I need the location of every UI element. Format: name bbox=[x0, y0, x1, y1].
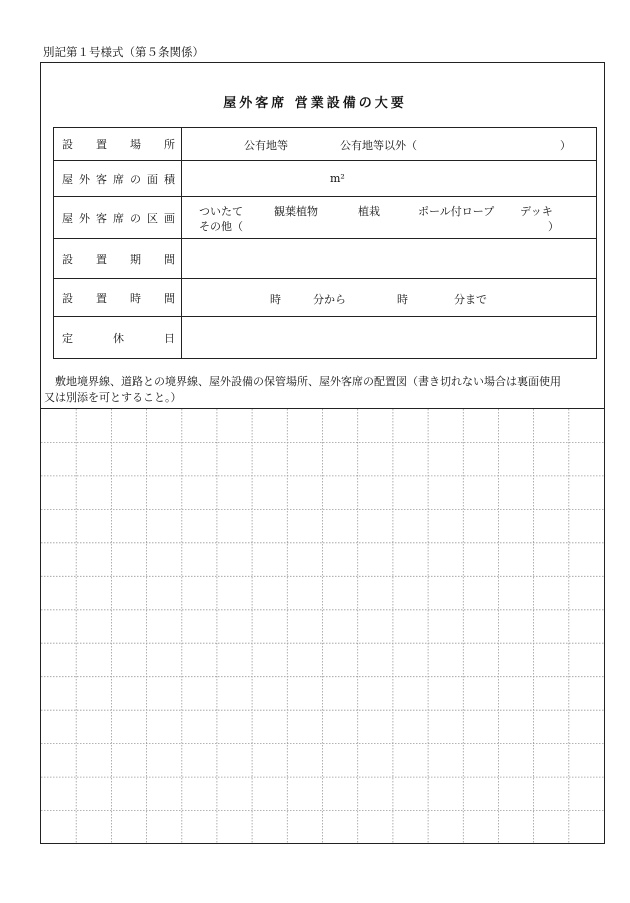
note-line-2: 又は別添を可とすること。） bbox=[44, 391, 182, 404]
label-period: 設置期間 bbox=[62, 252, 175, 266]
equipment-table bbox=[53, 127, 597, 359]
value-period[interactable] bbox=[182, 239, 596, 278]
value-partition[interactable] bbox=[182, 197, 596, 238]
value-hours[interactable] bbox=[182, 279, 596, 316]
row-period bbox=[54, 238, 596, 278]
form-number-label: 別記第１号様式（第５条関係） bbox=[43, 45, 204, 59]
form-title: 屋外客席 営業設備の大要 bbox=[223, 96, 407, 111]
grid-lines bbox=[41, 409, 604, 844]
option-planting[interactable]: 植栽 bbox=[358, 205, 380, 218]
layout-note bbox=[44, 374, 604, 406]
hours-to-hour: 時 bbox=[397, 293, 408, 306]
label-area: 屋外客席の面積 bbox=[62, 172, 175, 186]
row-partition bbox=[54, 196, 596, 238]
option-screen[interactable]: ついたて bbox=[199, 205, 243, 218]
hours-from-minute: 分から bbox=[313, 293, 346, 306]
option-pole-rope[interactable]: ポール付ロープ bbox=[418, 205, 495, 218]
layout-drawing-grid[interactable] bbox=[41, 408, 604, 843]
option-non-public-land[interactable]: 公有地等以外（ bbox=[340, 139, 417, 152]
label-location: 設置場所 bbox=[62, 138, 175, 151]
option-deck[interactable]: デッキ bbox=[520, 205, 553, 218]
note-line-1: 敷地境界線、道路との境界線、屋外設備の保管場所、屋外客席の配置図（書き切れない場合は裏面使用 bbox=[55, 375, 561, 388]
hours-from-hour: 時 bbox=[270, 293, 281, 306]
paren-close: ） bbox=[548, 220, 559, 233]
value-holiday[interactable] bbox=[182, 317, 596, 358]
area-unit: m² bbox=[330, 172, 345, 185]
option-public-land[interactable]: 公有地等 bbox=[244, 139, 288, 152]
hours-to-minute: 分まで bbox=[454, 293, 487, 306]
value-area[interactable] bbox=[182, 161, 596, 196]
option-other[interactable]: その他（ bbox=[199, 220, 243, 233]
row-location bbox=[54, 128, 596, 160]
label-holiday: 定休日 bbox=[62, 331, 175, 345]
label-hours: 設置時間 bbox=[62, 291, 175, 305]
row-hours bbox=[54, 278, 596, 316]
paren-close: ） bbox=[560, 139, 571, 152]
value-location[interactable] bbox=[182, 128, 596, 160]
row-holiday bbox=[54, 316, 596, 358]
option-foliage-plant[interactable]: 観葉植物 bbox=[274, 205, 318, 218]
label-partition: 屋外客席の区画 bbox=[62, 211, 175, 225]
row-area bbox=[54, 160, 596, 196]
